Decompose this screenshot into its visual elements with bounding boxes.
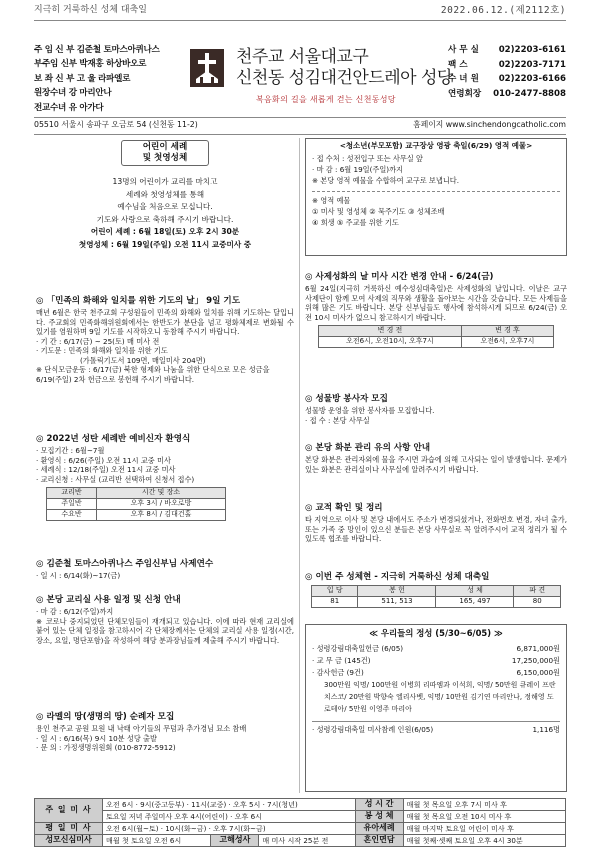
bulletin-date: 2022.06.12.(제2112호) bbox=[440, 4, 566, 16]
clergy-line: 부주임 신부 박재홍 하상바오로 bbox=[34, 59, 147, 70]
classroom-deadline: · 마 감 : 6/12(주일)까지 bbox=[36, 607, 114, 616]
list-item: · 환영식 : 6/26(주일) 오전 11시 교중 미사 bbox=[36, 455, 171, 465]
schedule-text: 매월 첫째·셋째 토요일 오후 4시 30분 bbox=[403, 835, 565, 847]
pilgrimage-body: 용인 천주교 공원 묘원 내 낙태 아기들의 무덤과 추가경님 묘소 참배 bbox=[36, 724, 247, 733]
offering-label: · 교 무 금 (145건) bbox=[312, 656, 371, 666]
contact-value: 02)2203-7171 bbox=[498, 59, 566, 70]
offering-box bbox=[305, 624, 567, 792]
mass-schedule bbox=[34, 798, 566, 847]
schedule-text: 매 미사 시작 25분 전 bbox=[259, 835, 355, 847]
table-cell: 165, 497 bbox=[436, 597, 514, 608]
catechumen-items bbox=[36, 446, 294, 484]
pilgrimage-items bbox=[36, 734, 294, 753]
contact-row bbox=[448, 72, 566, 87]
clergy-list bbox=[34, 43, 184, 115]
masthead-rule bbox=[34, 117, 566, 118]
address-rule bbox=[34, 134, 566, 135]
table-cell: 오전6시, 오전10시, 오후7시 bbox=[319, 337, 462, 348]
address-bar bbox=[34, 120, 566, 132]
spiritual-gift-box bbox=[305, 138, 567, 256]
baptism-schedule: 어린이 세례 : 6월 18일(토) 오후 2시 30분 bbox=[90, 227, 240, 237]
offering-row bbox=[312, 655, 560, 667]
flowers-title-text: 본당 화분 관리 유의 사항 안내 bbox=[315, 443, 431, 453]
gift-list-title: ※ 영적 예물 bbox=[312, 195, 351, 205]
clergy-line: 원장수녀 강 마리안나 bbox=[34, 88, 112, 99]
volunteer-title-text: 성물방 봉사자 모집 bbox=[315, 394, 388, 404]
classroom-title-text: 본당 교리실 사용 일정 및 신청 안내 bbox=[46, 595, 181, 605]
contact-label: 연령회장 bbox=[448, 88, 482, 99]
schedule-text: 토요일 저녁 주일미사 오후 4시(어린이) · 오후 6시 bbox=[103, 811, 356, 823]
attendance-title-text: 이번 주 성체현 - 지극히 거룩하신 성체 대축일 bbox=[315, 572, 490, 582]
bullet-icon: ◎ bbox=[36, 595, 44, 605]
baptism-section bbox=[36, 140, 294, 274]
baptism-title-line1: 어린이 세례 bbox=[142, 142, 188, 152]
bullet-icon: ◎ bbox=[305, 394, 313, 404]
gift-list-line: ④ 희생 ⑤ 주교를 위한 기도 bbox=[312, 217, 399, 227]
spiritual-gift-title: <청소년(부모포함) 교구장상 영광 축일(6/29) 영적 예물> bbox=[339, 141, 533, 150]
flowers-title bbox=[305, 443, 567, 454]
table-cell: 511, 513 bbox=[358, 597, 436, 608]
clergy-line: 전교수녀 유 아가다 bbox=[34, 102, 104, 113]
table-row bbox=[319, 326, 554, 337]
schedule-text: 매월 첫 목요일 오후 7시 미사 후 bbox=[403, 799, 565, 811]
census-title bbox=[305, 503, 567, 514]
schedule-label: 성모신심미사 bbox=[35, 835, 103, 847]
pilgrimage-section bbox=[36, 712, 294, 782]
prayer-body: 매년 6월은 한국 천주교회 구성원들이 민족의 화해와 일치를 위해 기도하는 달입니다. 주교회의 민족화해위원회에서는 한반도가 분단을 넘고 평화체제로 변화될 수 있기를 염원하며 9일 기도를 시작하오니 동참해 주시기 바랍니다. bbox=[36, 308, 294, 336]
offering-label: · 감사헌금 (9건) bbox=[312, 668, 364, 678]
schedule-label: 주 일 미 사 bbox=[35, 799, 103, 823]
list-item: ※ 단식모금운동 : 6/17(금) 북한 형제와 나눔을 위한 단식으로 모은 성금을 6/19(주일) 2차 헌금으로 봉헌해 주시기 바랍니다. bbox=[36, 365, 270, 384]
schedule-label: 유아세례 bbox=[355, 823, 403, 835]
table-cell: 81 bbox=[312, 597, 358, 608]
offering-amount: 17,250,000원 bbox=[511, 656, 560, 666]
church-logo-icon bbox=[190, 49, 224, 87]
training-date: · 일 시 : 6/14(화)~17(금) bbox=[36, 571, 121, 580]
prayer-section bbox=[36, 296, 294, 414]
table-header: 봉 헌 bbox=[358, 586, 436, 597]
volunteer-title bbox=[305, 394, 567, 405]
table-row bbox=[35, 835, 566, 847]
schedule-label: 평 일 미 사 bbox=[35, 823, 103, 835]
baptism-line: 세례와 첫영성체를 통해 bbox=[125, 189, 205, 199]
list-item: · 모집기간 : 6월~7월 bbox=[36, 446, 105, 455]
mass-change-section bbox=[305, 272, 567, 370]
schedule-text: 오전 6시(월~토) · 10시(화~금) · 오후 7시(화~금) bbox=[103, 823, 356, 835]
attendance-title bbox=[305, 572, 567, 583]
list-item: · 교리신청 : 사무실 (교리반 선택하여 신청서 접수) bbox=[36, 474, 195, 484]
offering-row bbox=[312, 643, 560, 655]
church-address: 05510 서울시 송파구 오금로 54 (신천동 11-2) bbox=[34, 120, 198, 129]
table-cell: 오후 8시 / 김대건홀 bbox=[97, 510, 226, 521]
gift-list-line: ① 미사 및 영성체 ② 묵주기도 ③ 성체조배 bbox=[312, 206, 445, 216]
table-cell: 수요반 bbox=[47, 510, 97, 521]
masthead bbox=[34, 43, 566, 115]
list-item: · 문 의 : 가정생명위원회 (010-8772-5912) bbox=[36, 743, 176, 752]
table-header: 변 경 후 bbox=[461, 326, 553, 337]
list-item: (가톨릭기도서 109면, 매일미사 204면) bbox=[80, 355, 206, 365]
church-logo bbox=[190, 49, 224, 87]
census-title-text: 교적 확인 및 정리 bbox=[315, 503, 383, 513]
catechumen-section bbox=[36, 434, 294, 544]
list-item: · 세례식 : 12/18(주일) 오전 11시 교중 미사 bbox=[36, 465, 176, 474]
schedule-text: 매월 마지막 토요일 어린이 미사 후 bbox=[403, 823, 565, 835]
table-row bbox=[319, 337, 554, 348]
schedule-text: 오전 6시 · 9시(중고등부) · 11시(교중) · 오후 5시 · 7시(청년) bbox=[103, 799, 356, 811]
volunteer-section bbox=[305, 394, 567, 428]
table-row bbox=[35, 811, 566, 823]
training-title-text: 김준철 토마스아퀴나스 주임신부님 사제연수 bbox=[46, 559, 214, 569]
mass-schedule-table bbox=[34, 798, 566, 847]
list-item: · 마 감 : 6월 19일(주일)까지 bbox=[312, 164, 404, 174]
table-header: 입 당 bbox=[312, 586, 358, 597]
column-divider bbox=[299, 138, 300, 793]
offering-label: · 성령강림대축일헌금 (6/05) bbox=[312, 644, 404, 654]
bullet-icon: ◎ bbox=[36, 559, 44, 569]
table-cell: 오후 3시 / 바오로방 bbox=[97, 499, 226, 510]
donor-list: 300만원 익명/ 100만원 이병희 리따엠과 이석희, 익명/ 50만원 큐레이 프란치스코/ 20만원 박향숙 엘리사벳, 익명/ 10만원 김기연 마리안나, 정해영 도로테아/ 5만원 이영주 마리아 bbox=[324, 681, 556, 714]
table-header: 시간 및 장소 bbox=[97, 488, 226, 499]
bulletin-subtitle: 지극히 거룩하신 성체 대축일 bbox=[34, 5, 147, 16]
attendance-section bbox=[305, 572, 567, 616]
bullet-icon: ◎ bbox=[305, 572, 313, 582]
schedule-text: 매월 첫 토요일 오전 6시 bbox=[103, 835, 211, 847]
right-column bbox=[305, 138, 567, 793]
table-row bbox=[35, 823, 566, 835]
pilgrimage-title-text: 라멜의 땅(생명의 땅) 순례자 모집 bbox=[46, 712, 175, 722]
schedule-text: 매월 첫 목요일 오전 10시 미사 후 bbox=[403, 811, 565, 823]
classroom-body: ※ 코로나 중지되었던 단체모임들이 재개되고 있습니다. 이에 따라 현재 교리실에 붙어 있는 단체 일정을 참고하시어 각 단체장께서는 단체의 교리실 사용 일정(시간, 장소, 요일, 명단포함)을 작성하여 해당 분과장님들께 제출해 주시기 바랍니다. bbox=[36, 616, 294, 645]
contact-label: 수 녀 원 bbox=[448, 74, 479, 85]
spiritual-gift-items bbox=[312, 153, 560, 186]
table-header: 변 경 전 bbox=[319, 326, 462, 337]
contact-value: 010-2477-8808 bbox=[493, 88, 566, 99]
schedule-label: 혼인면담 bbox=[355, 835, 403, 847]
schedule-label: 성 시 간 bbox=[355, 799, 403, 811]
church-name-line1: 천주교 서울대교구 bbox=[236, 47, 369, 67]
list-item: · 기 간 : 6/17(금) ~ 25(토) 매 미사 전 bbox=[36, 336, 160, 346]
table-cell: 주일반 bbox=[47, 499, 97, 510]
volunteer-contact: · 접 수 : 본당 사무실 bbox=[305, 415, 370, 425]
flowers-body: 본당 화분은 관리자외에 물을 주시면 과습에 의해 고사되는 일이 발생합니다. 문제가 있는 화분은 관리실이나 사무실에 알려주시기 바랍니다. bbox=[305, 455, 567, 474]
contact-row bbox=[448, 58, 566, 73]
list-item: · 일 시 : 6/16(목) 9시 10분 성당 출발 bbox=[36, 733, 157, 743]
clergy-line: 주 임 신 부 김준철 토마스아퀴나스 bbox=[34, 45, 160, 55]
census-body: 타 지역으로 이사 및 본당 내에서도 주소가 변경되셨거나, 전화번호 변경, 자녀 출가, 또는 가족 중 망인이 있으신 분들은 본당 사무실로 꼭 알려주시어 교적 정리가 될 수 있도록 협조를 바랍니다. bbox=[305, 515, 567, 543]
mass-change-title bbox=[305, 272, 567, 283]
offering-amount: 1,116명 bbox=[532, 725, 560, 735]
list-item: · 접 수처 : 성전입구 또는 사무실 앞 bbox=[312, 153, 423, 163]
contact-label: 사 무 실 bbox=[448, 45, 479, 55]
contact-value: 02)2203-6166 bbox=[498, 74, 566, 85]
table-header: 파 견 bbox=[514, 586, 561, 597]
list-item: ※ 본당 영적 예물을 수합하여 교구로 보냅니다. bbox=[312, 175, 459, 185]
contact-list bbox=[448, 43, 566, 101]
table-cell: 80 bbox=[514, 597, 561, 608]
prayer-title bbox=[36, 296, 294, 307]
baptism-title-box bbox=[121, 140, 209, 166]
dashed-divider bbox=[312, 191, 560, 192]
table-cell: 오전6시, 오후7시 bbox=[461, 337, 553, 348]
mass-change-title-text: 사제성화의 날 미사 시간 변경 안내 - 6/24(금) bbox=[315, 272, 494, 282]
volunteer-body: 성물방 운영을 위한 봉사자를 모집합니다. bbox=[305, 406, 435, 415]
contact-row bbox=[448, 43, 566, 58]
schedule-label: 봉 성 체 bbox=[355, 811, 403, 823]
bullet-icon: ◎ bbox=[36, 296, 44, 306]
pilgrimage-title bbox=[36, 712, 294, 723]
clergy-line: 보 좌 신 부 고 울 라파엘로 bbox=[34, 73, 131, 84]
bullet-icon: ◎ bbox=[305, 503, 313, 513]
list-item: · 기도문 : 민족의 화해와 일치를 위한 기도 bbox=[36, 346, 168, 355]
baptism-title-line2: 및 첫영성체 bbox=[142, 153, 188, 163]
prayer-items bbox=[36, 337, 294, 385]
table-row bbox=[47, 488, 226, 499]
classroom-section bbox=[36, 595, 294, 695]
table-row bbox=[312, 597, 561, 608]
table-row bbox=[47, 510, 226, 521]
catechumen-table bbox=[46, 487, 226, 521]
offering-row bbox=[312, 721, 560, 736]
bullet-icon: ◎ bbox=[305, 272, 313, 282]
mass-change-body: 6월 24일(지극히 거룩하신 예수성심대축일)은 사제성화의 날입니다. 이날은 교구 사제단이 함께 모여 사제의 직무와 생활을 돌아보는 시간을 갖습니다. 모든 사제들을 위해 많은 기도 바랍니다. 본당 신부님들도 행사에 참석하시게 되므로 6/24(금) 오전 10시 미사가 없으니 참고하시기 바랍니다. bbox=[305, 284, 567, 322]
baptism-message bbox=[36, 176, 294, 252]
contact-value: 02)2203-6161 bbox=[498, 45, 566, 55]
census-section bbox=[305, 503, 567, 565]
offering-label: · 성령강림대축일 미사참례 인원(6/05) bbox=[312, 725, 434, 735]
table-row bbox=[312, 586, 561, 597]
classroom-title bbox=[36, 595, 294, 606]
attendance-table bbox=[311, 585, 561, 608]
training-title bbox=[36, 559, 294, 570]
baptism-line: 예수님을 처음으로 모십니다. bbox=[117, 202, 213, 212]
flowers-section bbox=[305, 443, 567, 495]
left-column bbox=[36, 138, 294, 793]
mass-change-table bbox=[318, 325, 554, 348]
church-name-line2: 신천동 성김대건안드레아 성당 bbox=[236, 68, 453, 88]
contact-row bbox=[448, 87, 566, 102]
offering-title: ≪ 우리들의 정성 (5/30~6/05) ≫ bbox=[369, 628, 503, 638]
table-row bbox=[47, 499, 226, 510]
offering-amount: 6,871,000원 bbox=[516, 644, 560, 654]
catechumen-title bbox=[36, 434, 294, 445]
baptism-line: 13명의 어린이가 교리를 마치고 bbox=[112, 177, 218, 186]
table-row bbox=[35, 799, 566, 811]
bullet-icon: ◎ bbox=[36, 712, 44, 722]
first-communion-schedule: 첫영성체 : 6월 19일(주일) 오전 11시 교중미사 중 bbox=[78, 239, 252, 249]
offering-row bbox=[312, 667, 560, 679]
bullet-icon: ◎ bbox=[36, 434, 44, 444]
prayer-title-text: 「민족의 화해와 일치를 위한 기도의 날」 9일 기도 bbox=[46, 296, 241, 306]
motto: 복음화의 길을 새롭게 걷는 신천동성당 bbox=[256, 95, 396, 104]
top-line bbox=[34, 4, 566, 18]
training-section bbox=[36, 559, 294, 589]
table-header: 성 체 bbox=[436, 586, 514, 597]
bullet-icon: ◎ bbox=[305, 443, 313, 453]
catechumen-title-text: 2022년 성탄 세례반 예비신자 환영식 bbox=[46, 434, 191, 444]
baptism-line: 기도와 사랑으로 축하해 주시기 바랍니다. bbox=[96, 214, 234, 224]
top-rule bbox=[34, 20, 566, 21]
schedule-label: 고해성사 bbox=[211, 835, 259, 847]
table-header: 교리반 bbox=[47, 488, 97, 499]
offering-amount: 6,150,000원 bbox=[516, 668, 560, 678]
contact-label: 팩 스 bbox=[448, 59, 468, 70]
homepage-link[interactable]: 홈페이지 www.sinchendongcatholic.com bbox=[413, 120, 566, 129]
